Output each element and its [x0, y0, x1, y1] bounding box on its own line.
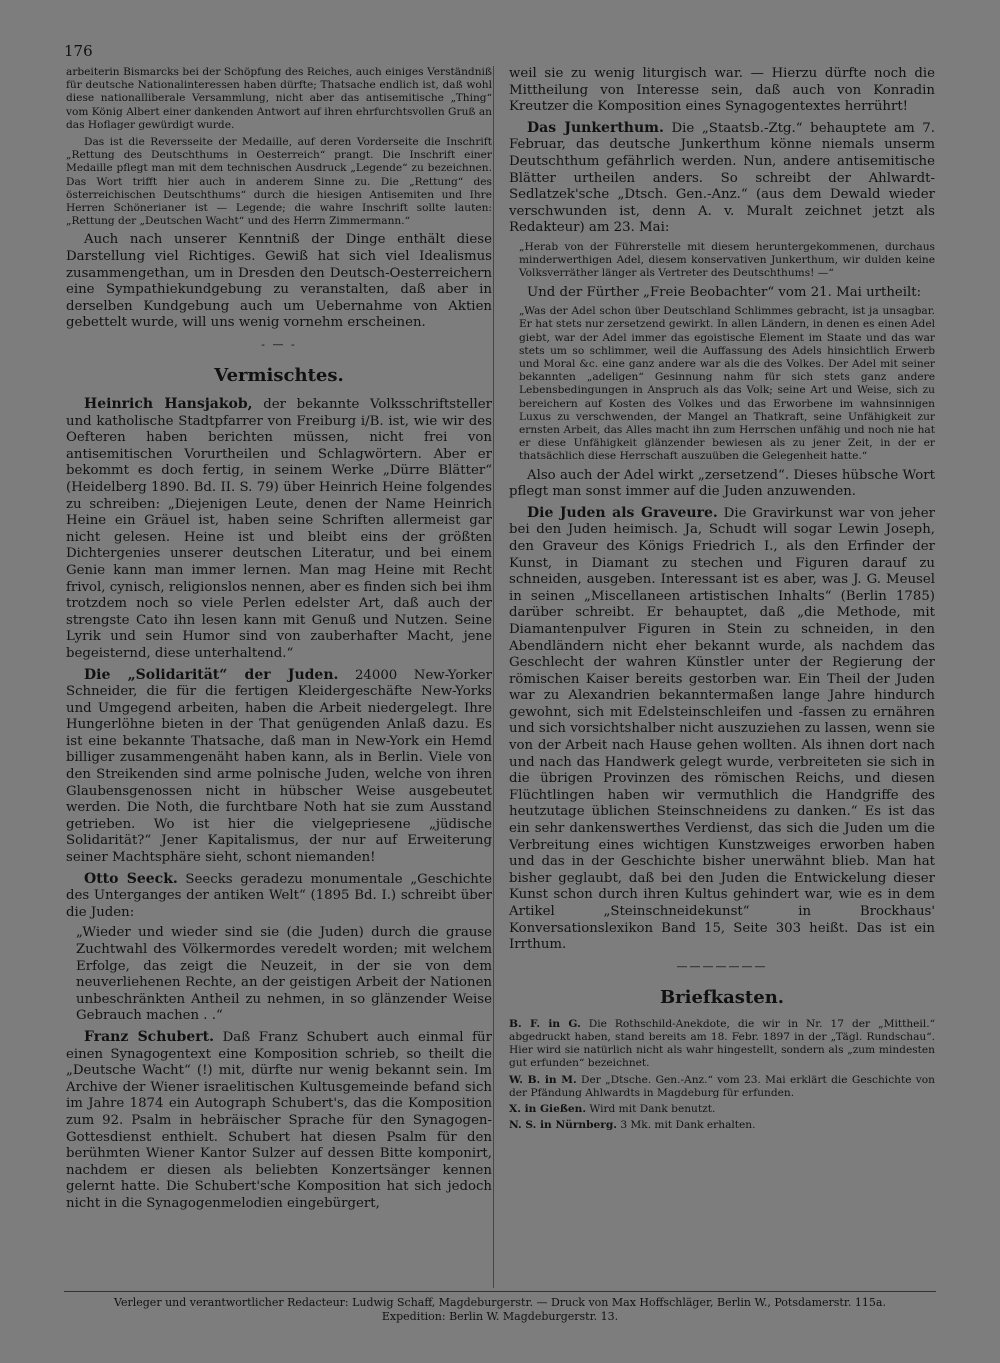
letter-recipient: N. S. in Nürnberg.	[509, 1119, 617, 1132]
quote: „Herab von der Führerstelle mit diesem heruntergekommenen, durchaus minderwerthigen Adel, diesem konservativen Junkerthum, wir dulden keine Volksverräther länger als Vertreter des Deutschthums! —“	[519, 240, 935, 280]
article-lead: Otto Seeck.	[84, 870, 178, 887]
quote: „Wieder und wieder sind sie (die Juden) durch die grause Zuchtwahl des Völkermordes veredelt worden; mit welchem Erfolge, das zeigt die Neuzeit, in der sie von dem neuverliehenen Rechte, an der geistigen Arbeit der Nationen unbeschränkten Antheil zu nehmen, in so glänzender Weise Gebrauch machen . .“	[76, 925, 492, 1024]
article-graveure	[509, 505, 935, 954]
article-junkerthum	[509, 120, 935, 237]
article-lead: Das Junkerthum.	[527, 119, 664, 136]
letter-entry	[509, 1119, 935, 1132]
letter-recipient: B. F. in G.	[509, 1017, 581, 1030]
article-body: Daß Franz Schubert auch einmal für einen Synagogentext eine Komposition schrieb, so theilt die „Deutsche Wacht“ (!) mit, dürfte nur wenig bekannt sein. Im Archive der Wiener israelitischen Kultusgemeinde befand sich im Jahre 1874 ein Autograph Schubert's, das die Komposition zum 92. Psalm in hebräischer Sprache für den Synagogen-Gottesdienst enthielt. Schubert hat diesen Psalm für den berühmten Wiener Kantor Sulzer auf dessen Bitte komponirt, nachdem er diesen als beliebten Konzertsänger kennen gelernt hatte. Die Schubert'sche Komposition hat sich jedoch nicht in die Synagogenmelodien eingebürgert,	[66, 1029, 492, 1211]
article-body: 24000 New-Yorker Schneider, die für die fertigen Kleidergeschäfte New-Yorks und Umgegend arbeiten, haben die Arbeit niedergelegt. Ihre Hungerlöhne bieten in der That genügenden Anlaß dazu. Es ist eine bekannte Thatsache, daß man in New-York ein Hemd billiger zusammengenäht haben kann, als in Berlin. Viele von den Streikenden sind arme polnische Juden, welche von ihren Glaubensgenossen nicht in hübscher Weise ausgebeutet werden. Die Noth, die furchtbare Noth hat sie zum Ausstand getrieben. Wo ist hier die vielgepriesene „jüdische Solidarität?“ Jener Kapitalismus, der nur auf Erweiterung seiner Machtsphäre sieht, schont niemanden!	[66, 667, 492, 866]
quote: „Was der Adel schon über Deutschland Schlimmes gebracht, ist ja unsagbar. Er hat stets nur zersetzend gewirkt. In allen Ländern, in denen es einen Adel giebt, war der Adel immer das egoistische Element im Staate und das war stets um so schlimmer, weil die Auffassung des Adels hinsichtlich Erwerb und Moral &c. eine ganz andere war als die des Volkes. Der Adel mit seiner bekannten „adeligen“ Gesinnung nahm für sich stets ganz andere Lebensbedingungen in Anspruch als das Volk; seine Art und Weise, sich zu bereichern auf Kosten des Volkes und das Erworbene im wahnsinnigen Luxus zu verschwenden, der Mangel an Thatkraft, seine Unfähigkeit zur ernsten Arbeit, das Alles macht ihn zum Herrschen unfähig und noch nie hat er diese Unfähigkeit glänzender bewiesen als zu jener Zeit, in der er thatsächlich diese Herrschaft auszuüben die Gelegenheit hatte.“	[519, 305, 935, 463]
article-body: Die Gravirkunst war von jeher bei den Juden heimisch. Ja, Schudt will sogar Lewin Joseph, den Graveur des Königs Friedrich I., als den Erfinder der Kunst, in Diamant zu stechen und Figuren darauf zu schneiden, ausgeben. Interessant ist es aber, was J. G. Meusel in seinen „Miscellaneen artistischen Inhalts“ (Berlin 1785) darüber schreibt. Er behauptet, daß „die Methode, mit Diamantenpulver Figuren in Stein zu schneiden, in den Abendländern nicht eher bekannt wurde, als nachdem das Geschlecht der wahren Künstler unter der Regierung der römischen Kaiser bereits gestorben war. Ein Theil der Juden war zu Alexandrien bekanntermaßen lange Jahre hindurch gewohnt, sich mit Edelsteinschleifen und -fassen zu ernähren und sich vorsichtshalber nicht auszuziehen zu lassen, wenn sie von der Arbeit nach Hause gehen wollten. Als ihnen dort nach und nach das Handwerk gelegt wurde, verbreiteten sie sich in die übrigen Provinzen des römischen Reichs, und diesen Flüchtlingen haben wir vermuthlich die Handgriffe des heutzutage üblichen Steinschneidens zu danken.“ Es ist das ein sehr dankenswerthes Verdienst, das sich die Juden um die Verbreitung eines wichtigen Kunstzweiges erworben haben und das in der Geschichte bisher unerwähnt blieb. Man hat bisher geglaubt, daß bei den Juden die Entwickelung dieser Kunst schon durch ihren Kultus gehindert war, wie es in dem Artikel „Steinschneidekunst“ in Brockhaus' Konversationslexikon Band 15, Seite 303 heißt. Das ist ein Irrthum.	[509, 505, 935, 953]
imprint-footer	[64, 1296, 936, 1324]
letter-text: Der „Dtsche. Gen.-Anz.“ vom 23. Mai erklärt die Geschichte von der Pfändung Ahlwardts in Magdeburg für erfunden.	[509, 1073, 935, 1099]
letter-text: 3 Mk. mit Dank erhalten.	[616, 1119, 756, 1132]
page-number: 176	[64, 42, 93, 60]
left-column	[66, 66, 492, 1217]
paragraph: Auch nach unserer Kenntniß der Dinge enthält diese Darstellung viel Richtiges. Gewiß hat sich viel Idealismus zusammengethan, um in Dresden den Deutsch-Oesterreichern eine Sympathiekundgebung zu veranstalten, daß aber in derselben Kundgebung auch um Uebernahme von Aktien gebettelt wurde, will uns wenig vornehm erscheinen.	[66, 232, 492, 331]
article-seeck	[66, 871, 492, 922]
letter-recipient: X. in Gießen.	[509, 1103, 587, 1116]
section-separator: - — -	[261, 338, 297, 351]
article-lead: Franz Schubert.	[84, 1028, 214, 1045]
briefkasten	[509, 1018, 935, 1133]
imprint-line: Verleger und verantwortlicher Redacteur: Ludwig Schaff, Magdeburgerstr. — Druck von Max Hoffschläger, Berlin W., Potsdamerstr. 115a.	[114, 1296, 886, 1309]
article-lead: Heinrich Hansjakob,	[84, 396, 253, 412]
footer-rule	[64, 1291, 936, 1292]
column-divider	[493, 66, 494, 1288]
expedition-line: Expedition: Berlin W. Magdeburgerstr. 13.	[381, 1310, 619, 1323]
article-schubert	[66, 1029, 492, 1213]
article-body: Seecks geradezu monumentale „Geschichte des Unterganges der antiken Welt“ (1895 Bd. I.) schreibt über die Juden:	[66, 871, 492, 920]
section-heading: Vermischtes.	[214, 365, 344, 386]
right-column	[509, 66, 935, 1135]
briefkasten-heading: Briefkasten.	[659, 986, 785, 1008]
article-hansjakob	[66, 396, 492, 663]
letter-recipient: W. B. in M.	[509, 1073, 577, 1086]
article-body: Die „Staatsb.-Ztg.“ behauptete am 7. Februar, das deutsche Junkerthum könne niemals unserm Deutschthum gefährlich werden. Nun, andere antisemitische Blätter urtheilen anders. So schreibt der Ahlwardt-Sedlatzek'sche „Dtsch. Gen.-Anz.“ (aus dem Dewald wieder verschwunden ist, denn A. v. Muralt zeichnet jetzt als Redakteur) am 23. Mai:	[509, 120, 935, 236]
letter-entry	[509, 1018, 935, 1071]
letter-entry	[509, 1074, 935, 1100]
letter-text: Die Rothschild-Anekdote, die wir in Nr. 17 der „Mittheil.“ abgedruckt haben, stand bereits am 18. Febr. 1897 in der „Tägl. Rundschau“. Hier wird sie natürlich nicht als wahr hingestellt, sondern als „zum mindesten gut erfunden“ bezeichnet.	[509, 1017, 935, 1070]
letter-entry	[509, 1103, 935, 1116]
article-lead: Die „Solidarität“ der Juden.	[84, 666, 339, 683]
article-solidaritaet	[66, 667, 492, 867]
paragraph: Und der Fürther „Freie Beobachter“ vom 21. Mai urtheilt:	[527, 284, 922, 300]
section-separator: ———————	[676, 959, 768, 973]
article-lead: Die Juden als Graveure.	[527, 504, 718, 521]
paragraph: Also auch der Adel wirkt „zersetzend“. Dieses hübsche Wort pflegt man sonst immer auf die Juden anzuwenden.	[509, 467, 935, 500]
paragraph: weil sie zu wenig liturgisch war. — Hierzu dürfte noch die Mittheilung von Interesse sein, daß auch von Konradin Kreutzer die Komposition eines Synagogentextes herrührt!	[509, 66, 935, 115]
paragraph: arbeiterin Bismarcks bei der Schöpfung des Reiches, auch einiges Verständniß für deutsche Nationalinteressen haben dürfte; Thatsache endlich ist, daß wohl diese nationalliberale Versammlung, nicht aber das antisemitische „Thing“ vom König Albert einer dankenden Antwort auf ihren ehrfurchtsvollen Gruß an das Hoflager gewürdigt wurde.	[66, 66, 492, 131]
article-body: der bekannte Volksschriftsteller und katholische Stadtpfarrer von Freiburg i/B. ist, wie wir des Oefteren haben berichten müssen, nicht frei von antisemitischen Vorurtheilen und Schlagwörtern. Aber er bekommt es doch fertig, in seinem Werke „Dürre Blätter“ (Heidelberg 1890. Bd. II. S. 79) über Heinrich Heine folgendes zu schreiben: „Diejenigen Leute, denen der Name Heinrich Heine ein Gräuel ist, haben seine Schriften allermeist gar nicht gelesen. Heine ist und bleibt eins der größten Dichtergenies unserer deutschen Literatur, und bei einem Genie kann man immer lernen. Man mag Heine mit Recht frivol, cynisch, religionslos nennen, aber es finden sich bei ihm trotzdem noch so viele Perlen edelster Art, daß auch der strengste Cato ihn lesen kann mit Genuß und Nutzen. Seine Lyrik und sein Humor sind von zauberhafter Macht, jene begeisternd, diese unterhaltend.“	[66, 397, 492, 661]
letter-text: Wird mit Dank benutzt.	[586, 1103, 716, 1116]
paragraph: Das ist die Reversseite der Medaille, auf deren Vorderseite die Inschrift „Rettung des Deutschthums in Oesterreich“ prangt. Die Inschrift einer Medaille pflegt man mit dem technischen Ausdruck „Legende“ zu bezeichnen. Das Wort trifft hier auch in anderem Sinne zu. Die „Rettung“ des österreichischen Deutschthums“ durch die hiesigen Antisemiten und Ihre Herren Schönerianer ist — Legende; die wahre Inschrift sollte lauten: „Rettung der „Deutschen Wacht“ und des Herrn Zimmermann.“	[66, 136, 492, 228]
